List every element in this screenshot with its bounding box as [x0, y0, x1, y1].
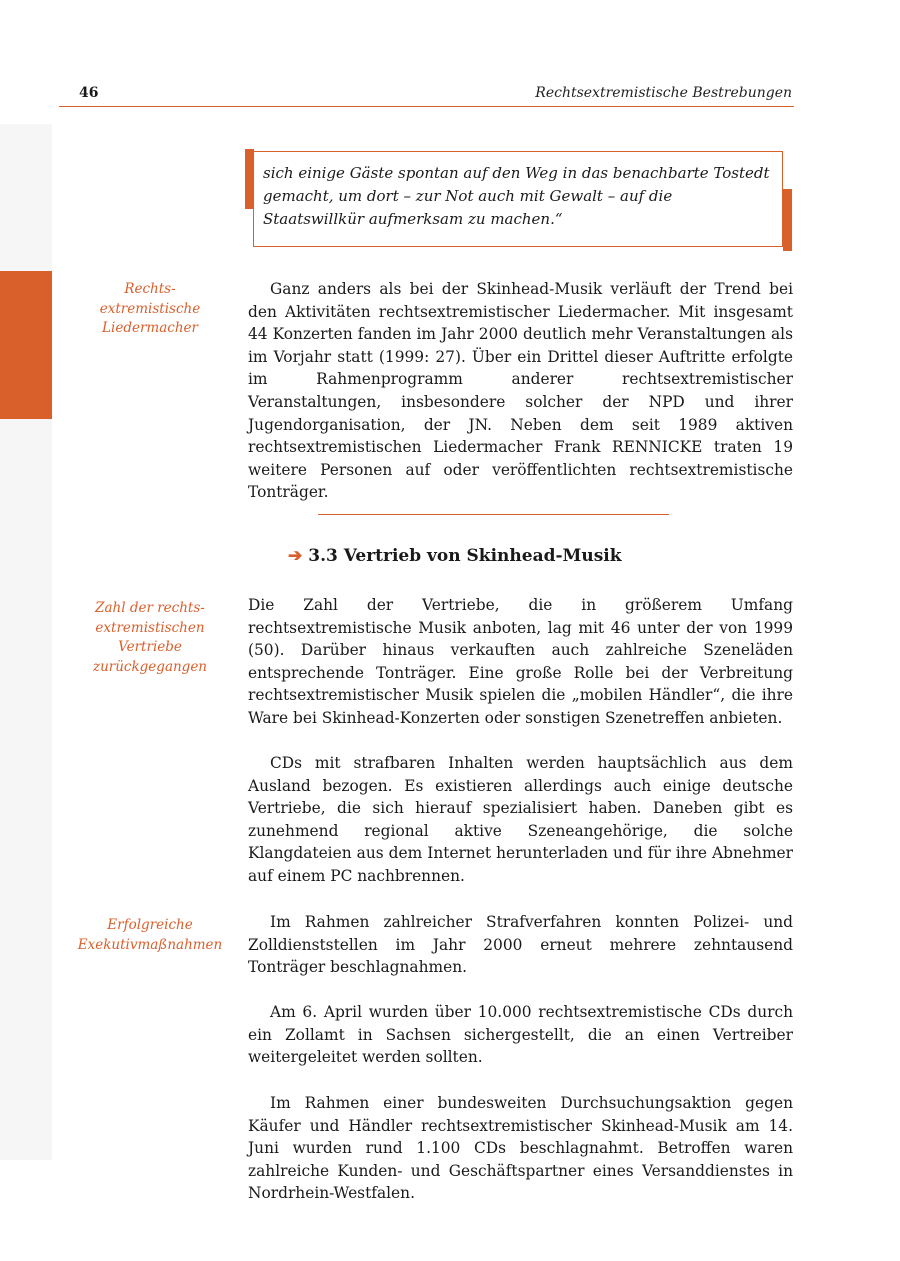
- quote-accent-right: [783, 189, 792, 251]
- quote-box: [253, 151, 783, 247]
- margin-note-exekutiv: Erfolgreiche Exekutivmaßnahmen: [77, 917, 223, 953]
- page-number: 46: [79, 85, 99, 101]
- margin-note-vertriebe: Zahl der rechts- extremistischen Vertriebe zurückgegangen: [92, 600, 208, 675]
- paragraph-cds-ausland: CDs mit strafbaren Inhalten werden hauptsächlich aus dem Ausland bezogen. Es existieren allerdings auch einige deutsche Vertriebe, die sich hierauf spezialisiert haben. Daneben gibt es zunehmend regional aktive Szeneangehörige, die solche Klangdateien aus dem Internet herunterladen und für ihre Abnehmer auf einem PC nachbrennen.: [248, 754, 793, 885]
- arrow-right-icon: ➔: [288, 546, 303, 566]
- section-divider: [318, 514, 669, 515]
- paragraph-liedermacher: Ganz anders als bei der Skinhead-Musik verläuft der Trend bei den Aktivitäten rechtsextremistischer Liedermacher. Mit insgesamt 44 Konzerten fanden im Jahr 2000 deutlich mehr Veranstaltungen als im Vorjahr statt (1999: 27). Über ein Drittel dieser Auftritte erfolgte im Rahmenprogramm anderer rechtsextremistischer Veranstaltungen, insbesondere solcher der NPD und ihrer Jugendorganisation, der JN. Neben dem seit 1989 aktiven rechtsextremistischen Liedermacher Frank RENNICKE traten 19 weitere Personen auf oder veröffentlichten rechtsextremistische Tonträger.: [248, 280, 793, 502]
- paragraph-zollamt: Am 6. April wurden über 10.000 rechtsextremistische CDs durch ein Zollamt in Sachsen sichergestellt, die an einen Vertreiber weitergeleitet werden sollten.: [248, 1003, 793, 1067]
- header-rule: [59, 106, 794, 107]
- section-heading: [288, 546, 622, 566]
- chapter-thumb-tab: [0, 271, 52, 419]
- paragraph-strafverfahren: Im Rahmen zahlreicher Strafverfahren konnten Polizei- und Zolldienststellen im Jahr 2000 erneut mehrere zehntausend Tonträger beschlagnahmen.: [248, 913, 793, 977]
- running-title: Rechtsextremistische Bestrebungen: [535, 85, 792, 101]
- paragraph-vertriebe: Die Zahl der Vertriebe, die in größerem Umfang rechtsextremistische Musik anboten, lag mit 46 unter der von 1999 (50). Darüber hinaus verkauften auch zahlreiche Szeneläden entsprechende Tonträger. Eine große Rolle bei der Verbreitung rechtsextremistischer Musik spielen die „mobilen Händler“, die ihre Ware bei Skinhead-Konzerten oder sonstigen Szenetreffen anbieten.: [248, 596, 793, 727]
- margin-note-liedermacher: Rechts- extremistische Liedermacher: [99, 281, 201, 336]
- paragraph-durchsuchung: Im Rahmen einer bundesweiten Durchsuchungsaktion gegen Käufer und Händler rechtsextremistischer Skinhead-Musik am 14. Juni wurden rund 1.100 CDs beschlagnahmt. Betroffen waren zahlreiche Kunden- und Geschäftspartner eines Versanddienstes in Nordrhein-Westfalen.: [248, 1094, 793, 1203]
- section-heading-text: 3.3 Vertrieb von Skinhead-Musik: [308, 546, 622, 566]
- quote-text: sich einige Gäste spontan auf den Weg in das benachbarte Tostedt gemacht, um dort – zur Not auch mit Gewalt – auf die Staatswillkür aufmerksam zu machen.“: [263, 164, 770, 228]
